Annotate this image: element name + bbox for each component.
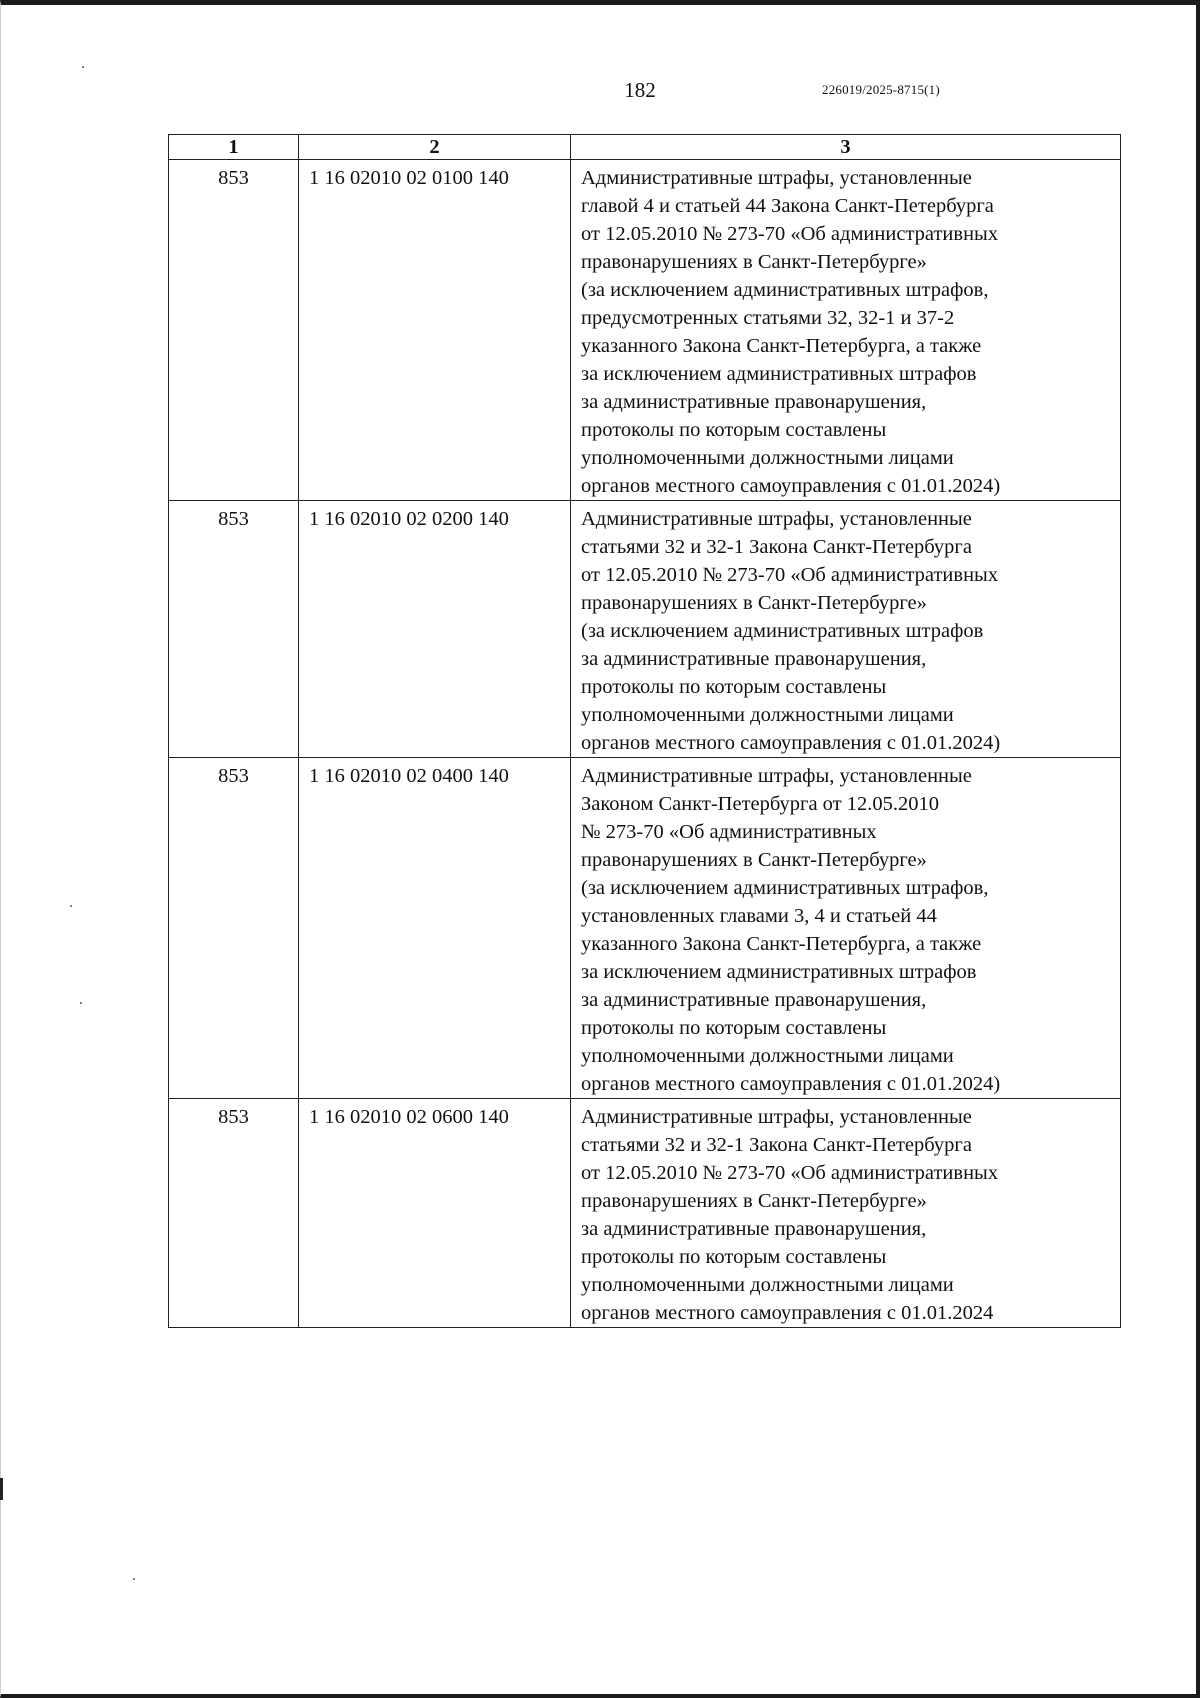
description-line: правонарушениях в Санкт-Петербурге»	[581, 251, 927, 273]
description-line: за административные правонарушения,	[581, 989, 927, 1011]
description-line: статьями 32 и 32-1 Закона Санкт-Петербурга	[581, 1134, 972, 1156]
description-line: статьями 32 и 32-1 Закона Санкт-Петербурга	[581, 536, 972, 558]
budget-classification-code-cell: 1 16 02010 02 0600 140	[299, 1099, 571, 1328]
admin-code-cell: 853	[169, 758, 299, 1099]
table-row	[169, 1099, 1121, 1328]
description-line: органов местного самоуправления с 01.01.2024)	[581, 1073, 1001, 1095]
description-line: за административные правонарушения,	[581, 1218, 927, 1240]
table-row	[169, 758, 1121, 1099]
description-line: Административные штрафы, установленные	[581, 765, 972, 787]
admin-code-cell: 853	[169, 1099, 299, 1328]
description-line: Административные штрафы, установленные	[581, 508, 972, 530]
revenue-description-cell	[571, 501, 1121, 758]
description-line: главой 4 и статьей 44 Закона Санкт-Петербурга	[581, 195, 994, 217]
admin-code-cell: 853	[169, 160, 299, 501]
description-line: Административные штрафы, установленные	[581, 1106, 972, 1128]
description-line: установленных главами 3, 4 и статьей 44	[581, 905, 937, 927]
description-line: протоколы по которым составлены	[581, 676, 887, 698]
column-header-1: 1	[169, 135, 299, 160]
description-line: за административные правонарушения,	[581, 391, 927, 413]
description-line: уполномоченными должностными лицами	[581, 704, 954, 726]
revenue-description-cell	[571, 1099, 1121, 1328]
budget-codes-table	[168, 134, 1121, 1328]
description-line: уполномоченными должностными лицами	[581, 1274, 954, 1296]
description-line: протоколы по которым составлены	[581, 419, 887, 441]
revenue-description-cell	[571, 758, 1121, 1099]
document-reference: 226019/2025-8715(1)	[822, 82, 940, 97]
description-line: указанного Закона Санкт-Петербурга, а также	[581, 933, 982, 955]
description-line: органов местного самоуправления с 01.01.2024)	[581, 732, 1001, 754]
admin-code-cell: 853	[169, 501, 299, 758]
budget-classification-code-cell: 1 16 02010 02 0400 140	[299, 758, 571, 1099]
description-line: за исключением административных штрафов	[581, 961, 977, 983]
scan-speck	[133, 1578, 135, 1580]
scan-edge-mark	[0, 1478, 3, 1500]
page-number: 182	[624, 78, 656, 102]
table-header-row	[169, 135, 1121, 160]
description-line: за исключением административных штрафов	[581, 363, 977, 385]
scan-speck	[80, 1002, 82, 1004]
description-line: уполномоченными должностными лицами	[581, 447, 954, 469]
table-row	[169, 160, 1121, 501]
description-line: правонарушениях в Санкт-Петербурге»	[581, 592, 927, 614]
description-line: правонарушениях в Санкт-Петербурге»	[581, 849, 927, 871]
description-line: от 12.05.2010 № 273-70 «Об административных	[581, 564, 999, 586]
column-header-2: 2	[299, 135, 571, 160]
description-line: Административные штрафы, установленные	[581, 167, 972, 189]
description-line: Законом Санкт-Петербурга от 12.05.2010	[581, 793, 939, 815]
description-line: уполномоченными должностными лицами	[581, 1045, 954, 1067]
description-line: правонарушениях в Санкт-Петербурге»	[581, 1190, 927, 1212]
description-line: за административные правонарушения,	[581, 648, 927, 670]
revenue-description-cell	[571, 160, 1121, 501]
scan-speck	[82, 66, 84, 68]
description-line: от 12.05.2010 № 273-70 «Об административных	[581, 1162, 999, 1184]
budget-classification-code-cell: 1 16 02010 02 0100 140	[299, 160, 571, 501]
budget-classification-code-cell: 1 16 02010 02 0200 140	[299, 501, 571, 758]
scan-speck	[70, 905, 72, 907]
description-line: (за исключением административных штрафов,	[581, 279, 989, 301]
table-body	[169, 160, 1121, 1328]
description-line: от 12.05.2010 № 273-70 «Об административных	[581, 223, 999, 245]
description-line: (за исключением административных штрафов	[581, 620, 984, 642]
column-header-3: 3	[571, 135, 1121, 160]
description-line: протоколы по которым составлены	[581, 1246, 887, 1268]
description-line: № 273-70 «Об административных	[581, 821, 877, 843]
description-line: предусмотренных статьями 32, 32-1 и 37-2	[581, 307, 955, 329]
description-line: органов местного самоуправления с 01.01.2024	[581, 1302, 994, 1324]
description-line: протоколы по которым составлены	[581, 1017, 887, 1039]
description-line: (за исключением административных штрафов,	[581, 877, 989, 899]
table-row	[169, 501, 1121, 758]
description-line: органов местного самоуправления с 01.01.2024)	[581, 475, 1001, 497]
description-line: указанного Закона Санкт-Петербурга, а также	[581, 335, 982, 357]
